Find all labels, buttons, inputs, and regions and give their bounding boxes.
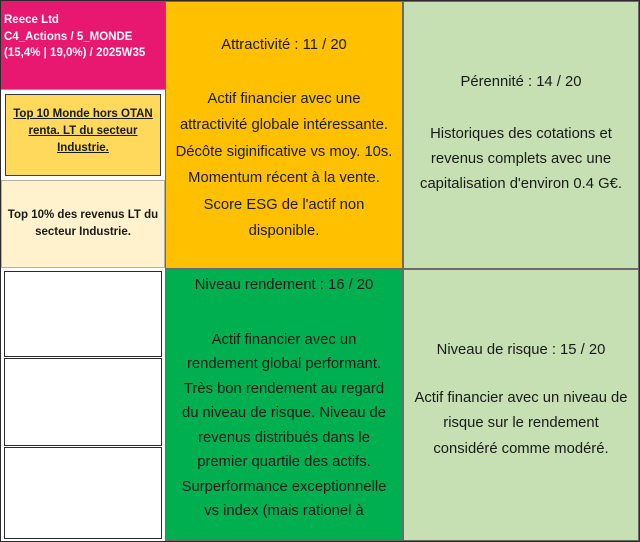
rendement-line: Actif financier avec un [211, 331, 357, 348]
perennite-line: capitalisation d'environ 0.4 G€. [420, 176, 622, 192]
attractivite-line: Décôte siginificative vs moy. 10s. [175, 143, 393, 160]
empty-slot-1 [4, 271, 162, 357]
risque-description [404, 386, 638, 463]
empty-slot-3 [4, 447, 162, 539]
attractivite-title: Attractivité : 11 / 20 [221, 37, 347, 53]
asset-identity [1, 1, 165, 90]
perennite-title: Pérennité : 14 / 20 [460, 74, 582, 90]
perennite-box [403, 1, 639, 269]
rendement-title: Niveau rendement : 16 / 20 [194, 277, 374, 293]
asset-stats: (15,4% | 19,0%) / 2025W35 [4, 47, 146, 59]
attractivite-line: Actif financier avec une [207, 90, 361, 107]
attractivite-box [165, 1, 403, 269]
empty-slot-2 [4, 358, 162, 446]
rendement-line: Très bon rendement au regard [183, 380, 385, 397]
rendement-line: revenus distribués dans le [198, 429, 370, 446]
rendement-line: Surperformance exceptionnelle [181, 478, 387, 495]
rendement-description [166, 328, 402, 524]
tag-top10-text: Top 10 Monde hors OTAN renta. LT du secteur Industrie. [13, 108, 153, 154]
tag-top10pct-text: Top 10% des revenus LT du secteur Industrie. [7, 209, 159, 238]
tag-top10-monde [5, 94, 161, 176]
perennite-line: Historiques des cotations et [430, 126, 612, 142]
attractivite-line: disponible. [248, 223, 320, 239]
risque-box [403, 269, 639, 541]
asset-name: Reece Ltd [4, 14, 59, 26]
attractivite-line: attractivité globale intéressante. [179, 117, 389, 133]
risque-line: Actif financier avec un niveau de [414, 389, 628, 406]
rendement-line: rendement global performant. [186, 356, 382, 372]
risque-title: Niveau de risque : 15 / 20 [436, 342, 606, 358]
rendement-line: vs index (mais rationel à [204, 503, 364, 519]
perennite-description [404, 122, 638, 197]
attractivite-line: Momentum récent à la vente. [188, 170, 380, 186]
rendement-box [165, 269, 403, 541]
risque-line: risque sur le rendement [443, 415, 599, 431]
rendement-line: premier quartile des actifs. [197, 454, 371, 470]
asset-category: C4_Actions / 5_MONDE [4, 30, 133, 43]
attractivite-line: Score ESG de l'actif non [203, 196, 365, 213]
tag-top10pct-revenus [1, 180, 165, 268]
rendement-line: du niveau de risque. Niveau de [181, 405, 386, 421]
risque-line: considéré comme modéré. [433, 440, 609, 457]
attractivite-description [166, 86, 402, 245]
perennite-line: revenus complets avec une [430, 151, 612, 167]
